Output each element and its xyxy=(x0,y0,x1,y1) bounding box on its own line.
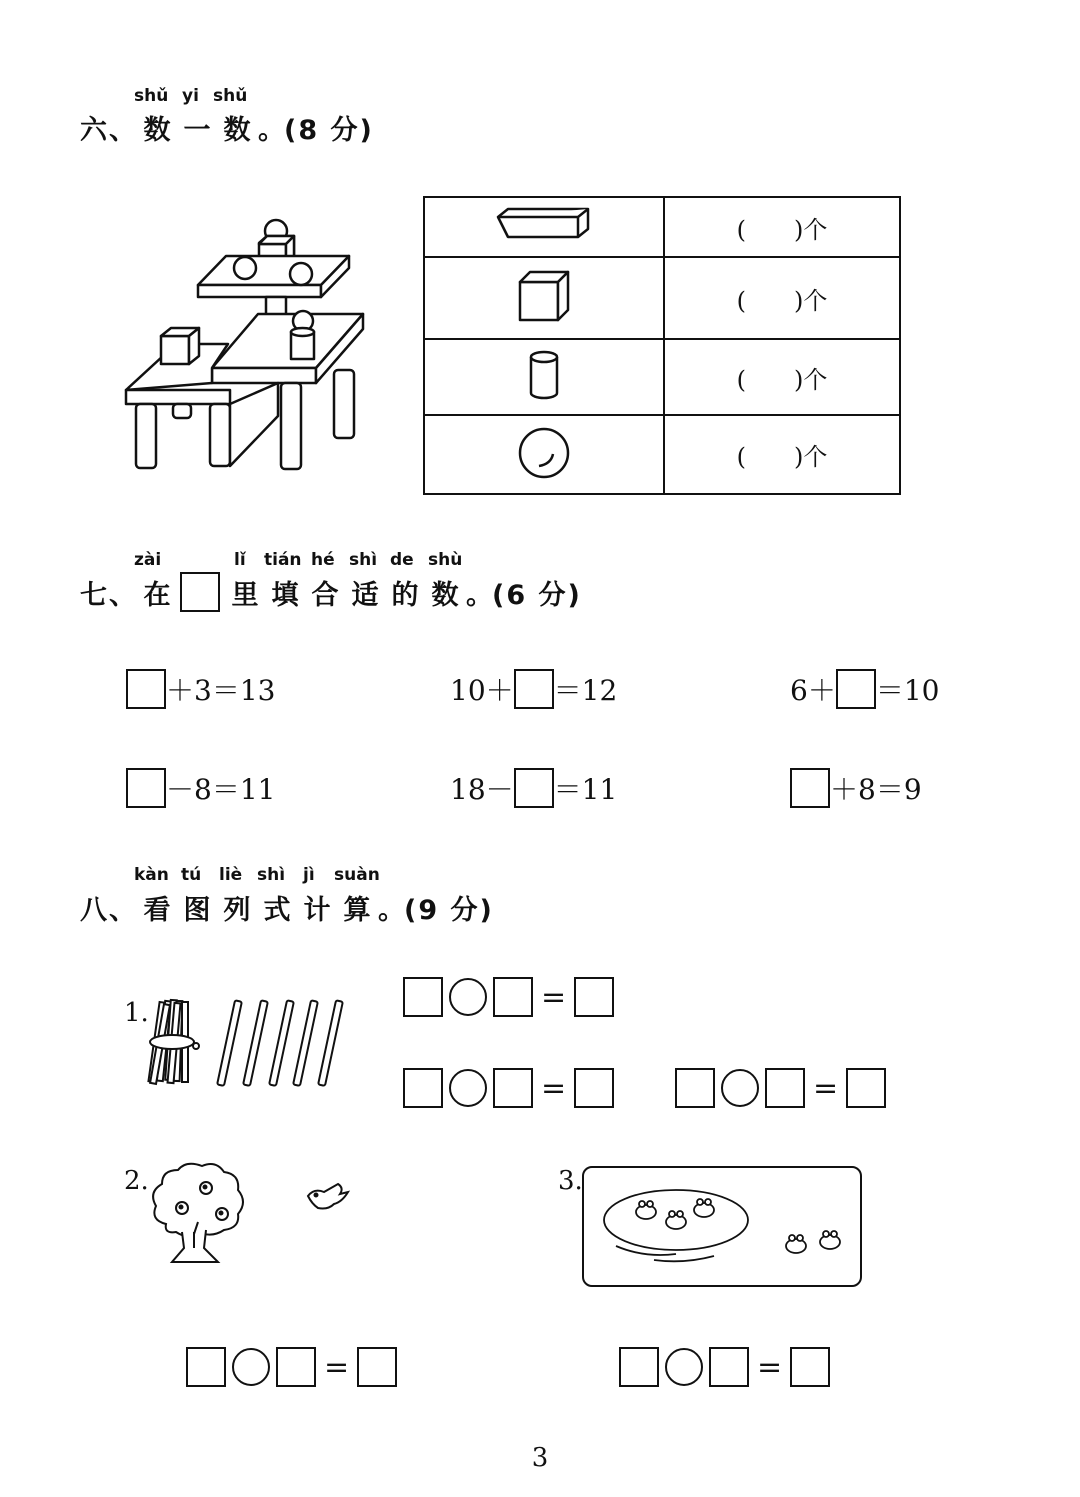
bundle-of-ten-sticks xyxy=(148,1000,199,1084)
answer-box[interactable] xyxy=(514,768,554,808)
answer-box[interactable] xyxy=(675,1068,715,1108)
pinyin-shi: shì xyxy=(257,865,286,885)
frogs-on-lily-pad-icon xyxy=(584,1168,860,1285)
equation-6 xyxy=(790,768,922,808)
page-number: 3 xyxy=(531,1443,549,1473)
equation-text: －8＝11 xyxy=(166,773,276,806)
answer-box[interactable] xyxy=(403,977,443,1017)
answer-box[interactable] xyxy=(276,1347,316,1387)
pinyin-shu2: shǔ xyxy=(213,86,248,106)
answer-box[interactable] xyxy=(493,1068,533,1108)
pinyin-shu: shù xyxy=(428,550,463,570)
section7-char: 里 xyxy=(231,579,261,611)
answer-box[interactable] xyxy=(574,977,614,1017)
answer-box[interactable] xyxy=(574,1068,614,1108)
answer-box[interactable] xyxy=(765,1068,805,1108)
section7-score: (6 分) xyxy=(492,579,582,611)
pinyin-suan: suàn xyxy=(334,865,380,885)
answer-box[interactable] xyxy=(790,1347,830,1387)
blank-box-icon xyxy=(180,572,220,612)
section7-char: 数 xyxy=(431,579,461,611)
pinyin-kan: kàn xyxy=(134,865,169,885)
equation-4 xyxy=(126,768,275,808)
section7-label: 七、 xyxy=(80,579,138,611)
table-row xyxy=(424,339,900,415)
operator-circle[interactable] xyxy=(665,1348,703,1386)
section8-char: 列 xyxy=(223,895,253,926)
section8-period: 。 xyxy=(378,895,407,926)
answer-cell[interactable] xyxy=(664,197,900,257)
pinyin-de: de xyxy=(390,550,414,570)
frog-icon xyxy=(820,1231,840,1249)
item-number: 1. xyxy=(124,998,149,1028)
answer-box[interactable] xyxy=(619,1347,659,1387)
pinyin-zai: zài xyxy=(134,550,162,570)
pinyin-shu1: shǔ xyxy=(134,86,169,106)
section6-score: (8 分) xyxy=(284,115,374,146)
section6-heading xyxy=(80,108,374,147)
equation-3 xyxy=(790,669,939,709)
pinyin-tian: tián xyxy=(264,550,302,570)
shape-cell xyxy=(424,197,664,257)
section8-char: 算 xyxy=(343,895,373,926)
equation-text: 10＋ xyxy=(450,674,514,707)
frog-icon xyxy=(786,1235,806,1253)
section6-char: 数 xyxy=(223,115,253,146)
answer-box[interactable] xyxy=(126,669,166,709)
section8-heading xyxy=(80,888,494,927)
pinyin-he: hé xyxy=(311,550,335,570)
answer-box[interactable] xyxy=(403,1068,443,1108)
equation-2 xyxy=(450,669,617,709)
operator-circle[interactable] xyxy=(449,978,487,1016)
equation-text: 18－ xyxy=(450,773,514,806)
cylinder-icon xyxy=(527,349,561,401)
equals-sign: = xyxy=(757,1349,783,1385)
equation-text: ＝10 xyxy=(875,674,940,707)
section6-char: 一 xyxy=(183,115,213,146)
equals-sign: = xyxy=(813,1070,839,1106)
section7-heading xyxy=(80,572,582,612)
equation-row xyxy=(403,977,614,1017)
paren-open: ( xyxy=(736,365,746,394)
stacked-shapes-illustration xyxy=(118,210,378,480)
paren-close-unit: )个 xyxy=(794,443,828,472)
section8-score: (9 分) xyxy=(404,895,494,926)
equation-row xyxy=(675,1068,886,1108)
section6-char: 数 xyxy=(143,115,173,146)
section8-label: 八、 xyxy=(80,895,138,926)
table-row xyxy=(424,415,900,494)
section8-char: 式 xyxy=(263,895,293,926)
section7-char: 填 xyxy=(271,579,301,611)
table-row xyxy=(424,197,900,257)
item-number: 3. xyxy=(558,1166,583,1196)
shape-cell xyxy=(424,257,664,338)
sticks-bundle-icon xyxy=(144,996,354,1091)
operator-circle[interactable] xyxy=(232,1348,270,1386)
section7-char: 的 xyxy=(391,579,421,611)
tree-with-birds-icon xyxy=(148,1162,248,1267)
answer-box[interactable] xyxy=(493,977,533,1017)
section6-label: 六、 xyxy=(80,115,138,146)
section7-char: 合 xyxy=(311,579,341,611)
equation-row xyxy=(619,1347,830,1387)
answer-box[interactable] xyxy=(846,1068,886,1108)
paren-close-unit: )个 xyxy=(794,365,828,394)
shape-cell xyxy=(424,339,664,415)
flying-bird-icon xyxy=(304,1180,352,1214)
pinyin-lie: liè xyxy=(219,865,243,885)
answer-box[interactable] xyxy=(357,1347,397,1387)
item-number: 2. xyxy=(124,1166,149,1196)
section7-period: 。 xyxy=(466,579,495,611)
equals-sign: = xyxy=(324,1349,350,1385)
paren-open: ( xyxy=(736,443,746,472)
pinyin-shi: shì xyxy=(349,550,378,570)
operator-circle[interactable] xyxy=(449,1069,487,1107)
pinyin-ji: jì xyxy=(303,865,315,885)
paren-close-unit: )个 xyxy=(794,286,828,315)
equation-row xyxy=(403,1068,614,1108)
answer-cell[interactable] xyxy=(664,415,900,494)
answer-box[interactable] xyxy=(836,669,876,709)
equation-1 xyxy=(126,669,275,709)
section8-char: 图 xyxy=(183,895,213,926)
equation-text: ＝12 xyxy=(553,674,618,707)
cube-icon xyxy=(516,268,572,324)
section8-char: 看 xyxy=(143,895,173,926)
paren-open: ( xyxy=(736,286,746,315)
operator-circle[interactable] xyxy=(721,1069,759,1107)
answer-box[interactable] xyxy=(514,669,554,709)
answer-cell[interactable] xyxy=(664,257,900,338)
answer-box[interactable] xyxy=(790,768,830,808)
equals-sign: = xyxy=(541,979,567,1015)
answer-box[interactable] xyxy=(186,1347,226,1387)
section7-char: 适 xyxy=(351,579,381,611)
sphere-icon xyxy=(517,426,571,480)
equation-row xyxy=(186,1347,397,1387)
table-row xyxy=(424,257,900,338)
count-table xyxy=(423,196,901,495)
answer-box[interactable] xyxy=(126,768,166,808)
section7-char: 在 xyxy=(143,579,173,611)
equation-text: ＝11 xyxy=(553,773,618,806)
pinyin-yi: yi xyxy=(182,86,199,106)
equation-text: 6＋ xyxy=(790,674,836,707)
answer-cell[interactable] xyxy=(664,339,900,415)
pinyin-li: lǐ xyxy=(234,550,246,570)
paren-open: ( xyxy=(736,215,746,244)
equation-text: ＋8＝9 xyxy=(830,773,922,806)
frogs-picture-frame xyxy=(582,1166,862,1287)
answer-box[interactable] xyxy=(709,1347,749,1387)
cuboid-icon xyxy=(494,205,594,245)
pinyin-tu: tú xyxy=(181,865,202,885)
equation-5 xyxy=(450,768,617,808)
section6-period: 。 xyxy=(258,115,287,146)
equation-text: ＋3＝13 xyxy=(166,674,276,707)
equals-sign: = xyxy=(541,1070,567,1106)
section8-char: 计 xyxy=(303,895,333,926)
paren-close-unit: )个 xyxy=(794,215,828,244)
shape-cell xyxy=(424,415,664,494)
